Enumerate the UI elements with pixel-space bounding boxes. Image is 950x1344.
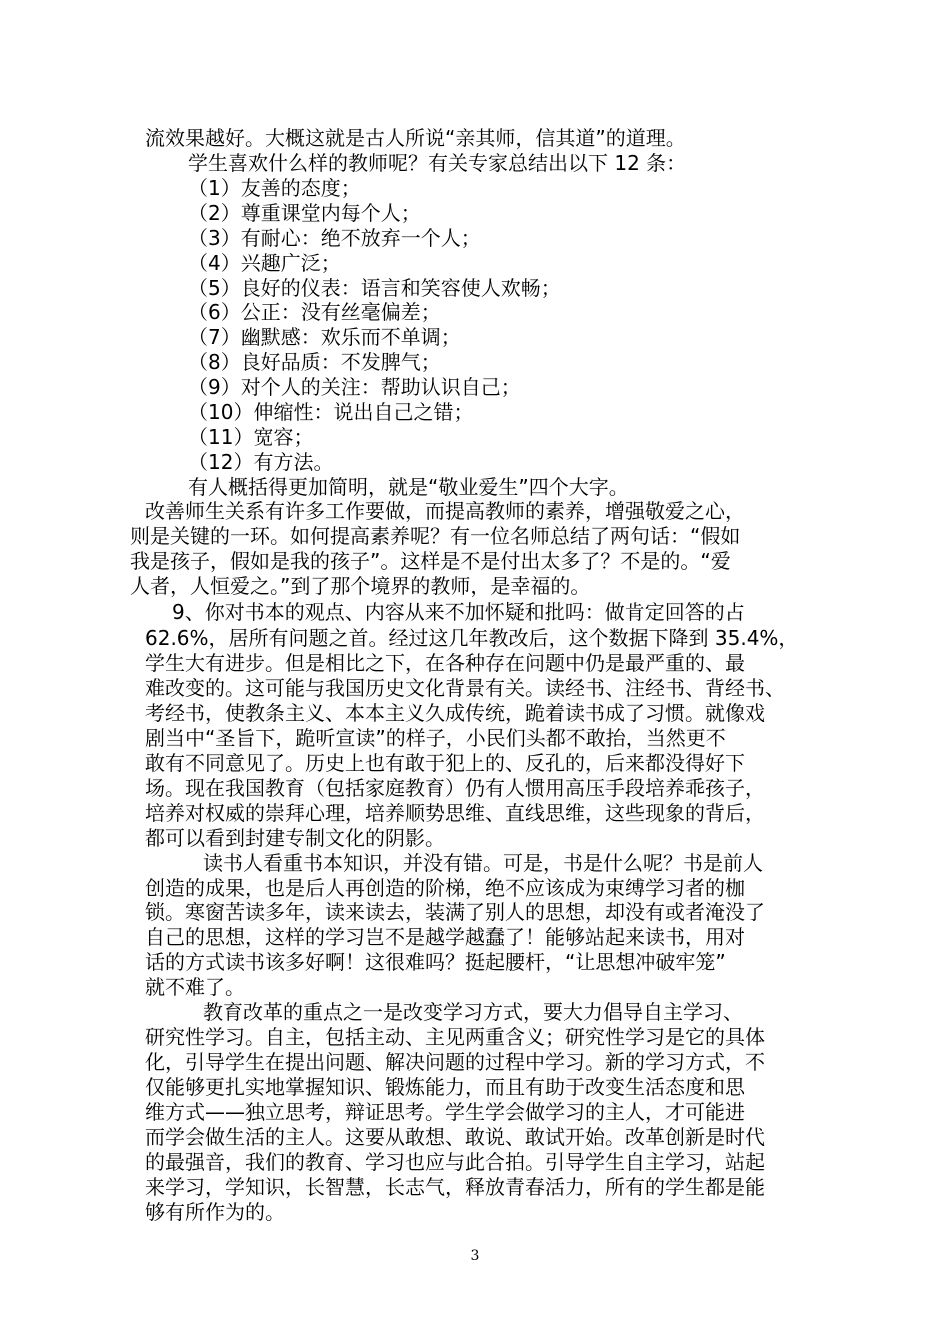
text-line: 研究性学习。自主，包括主动、主见两重含义；研究性学习是它的具体 [145,1025,765,1049]
text-line: （12）有方法。 [188,450,334,474]
text-line: （3）有耐心：绝不放弃一个人； [188,226,481,250]
text-line: 创造的成果，也是后人再创造的阶梯，绝不应该成为束缚学习者的枷 [145,876,745,900]
text-line: 学生喜欢什么样的教师呢？有关专家总结出以下 12 条： [188,151,687,175]
text-line: 我是孩子，假如是我的孩子”。这样是不是付出太多了？不是的。“爱 [130,549,731,573]
text-line: （6）公正：没有丝毫偏差； [188,300,441,324]
text-line: 62.6%，居所有问题之首。经过这几年教改后，这个数据下降到 35.4%， [145,626,799,650]
text-line: 仅能够更扎实地掌握知识、锻炼能力，而且有助于改变生活态度和思 [145,1075,745,1099]
text-line: （2）尊重课堂内每个人； [188,201,421,225]
text-line: （7）幽默感：欢乐而不单调； [188,325,461,349]
text-line: 的最强音，我们的教育、学习也应与此合拍。引导学生自主学习，站起 [145,1150,765,1174]
text-line: 学生大有进步。但是相比之下，在各种存在问题中仍是最严重的、最 [145,651,745,675]
text-line: （10）伸缩性：说出自己之错； [188,400,474,424]
text-line: （1）友善的态度； [188,176,361,200]
text-line: 人者，人恒爱之。”到了那个境界的教师，是幸福的。 [130,574,591,598]
text-line: 锁。寒窗苦读多年，读来读去，装满了别人的思想，却没有或者淹没了 [145,900,765,924]
text-line: （4）兴趣广泛； [188,251,341,275]
text-line: 难改变的。这可能与我国历史文化背景有关。读经书、注经书、背经书、 [145,676,785,700]
text-line: 场。现在我国教育（包括家庭教育）仍有人惯用高压手段培养乖孩子， [145,776,765,800]
text-line: 自己的思想，这样的学习岂不是越学越蠢了！能够站起来读书，用对 [145,925,745,949]
text-line: 改善师生关系有许多工作要做，而提高教师的素养，增强敬爱之心， [145,499,745,523]
page-number: 3 [470,1248,480,1264]
text-line: 敢有不同意见了。历史上也有敢于犯上的、反孔的，后来都没得好下 [145,751,745,775]
text-line: 话的方式读书该多好啊！这很难吗？挺起腰杆，“让思想冲破牢笼” [145,950,726,974]
text-line: （5）良好的仪表：语言和笑容使人欢畅； [188,276,561,300]
text-line: 9、你对书本的观点、内容从来不加怀疑和批吗：做肯定回答的占 [172,600,745,624]
text-line: 剧当中“圣旨下，跪听宣读”的样子，小民们头都不敢抬，当然更不 [145,726,726,750]
text-line: 够有所作为的。 [145,1200,285,1224]
text-line: 则是关键的一环。如何提高素养呢？有一位名师总结了两句话：“假如 [130,524,741,548]
text-line: 维方式——独立思考，辩证思考。学生学会做学习的主人，才可能进 [145,1100,745,1124]
text-line: 读书人看重书本知识，并没有错。可是，书是什么呢？书是前人 [203,851,763,875]
text-line: 流效果越好。大概这就是古人所说“亲其师，信其道”的道理。 [145,126,686,150]
text-line: 培养对权威的崇拜心理，培养顺势思维、直线思维，这些现象的背后， [145,801,765,825]
text-line: 就不难了。 [145,975,245,999]
text-line: 有人概括得更加简明，就是“敬业爱生”四个大字。 [188,475,629,499]
text-line: 来学习，学知识，长智慧，长志气，释放青春活力，所有的学生都是能 [145,1175,765,1199]
text-line: （11）宽容； [188,425,314,449]
text-line: 考经书，使教条主义、本本主义久成传统，跪着读书成了习惯。就像戏 [145,701,765,725]
text-line: 都可以看到封建专制文化的阴影。 [145,826,445,850]
text-line: 化，引导学生在提出问题、解决问题的过程中学习。新的学习方式，不 [145,1050,765,1074]
text-line: （8）良好品质：不发脾气； [188,350,441,374]
text-line: （9）对个人的关注：帮助认识自己； [188,375,521,399]
text-line: 而学会做生活的主人。这要从敢想、敢说、敢试开始。改革创新是时代 [145,1125,765,1149]
text-line: 教育改革的重点之一是改变学习方式，要大力倡导自主学习、 [203,1000,743,1024]
